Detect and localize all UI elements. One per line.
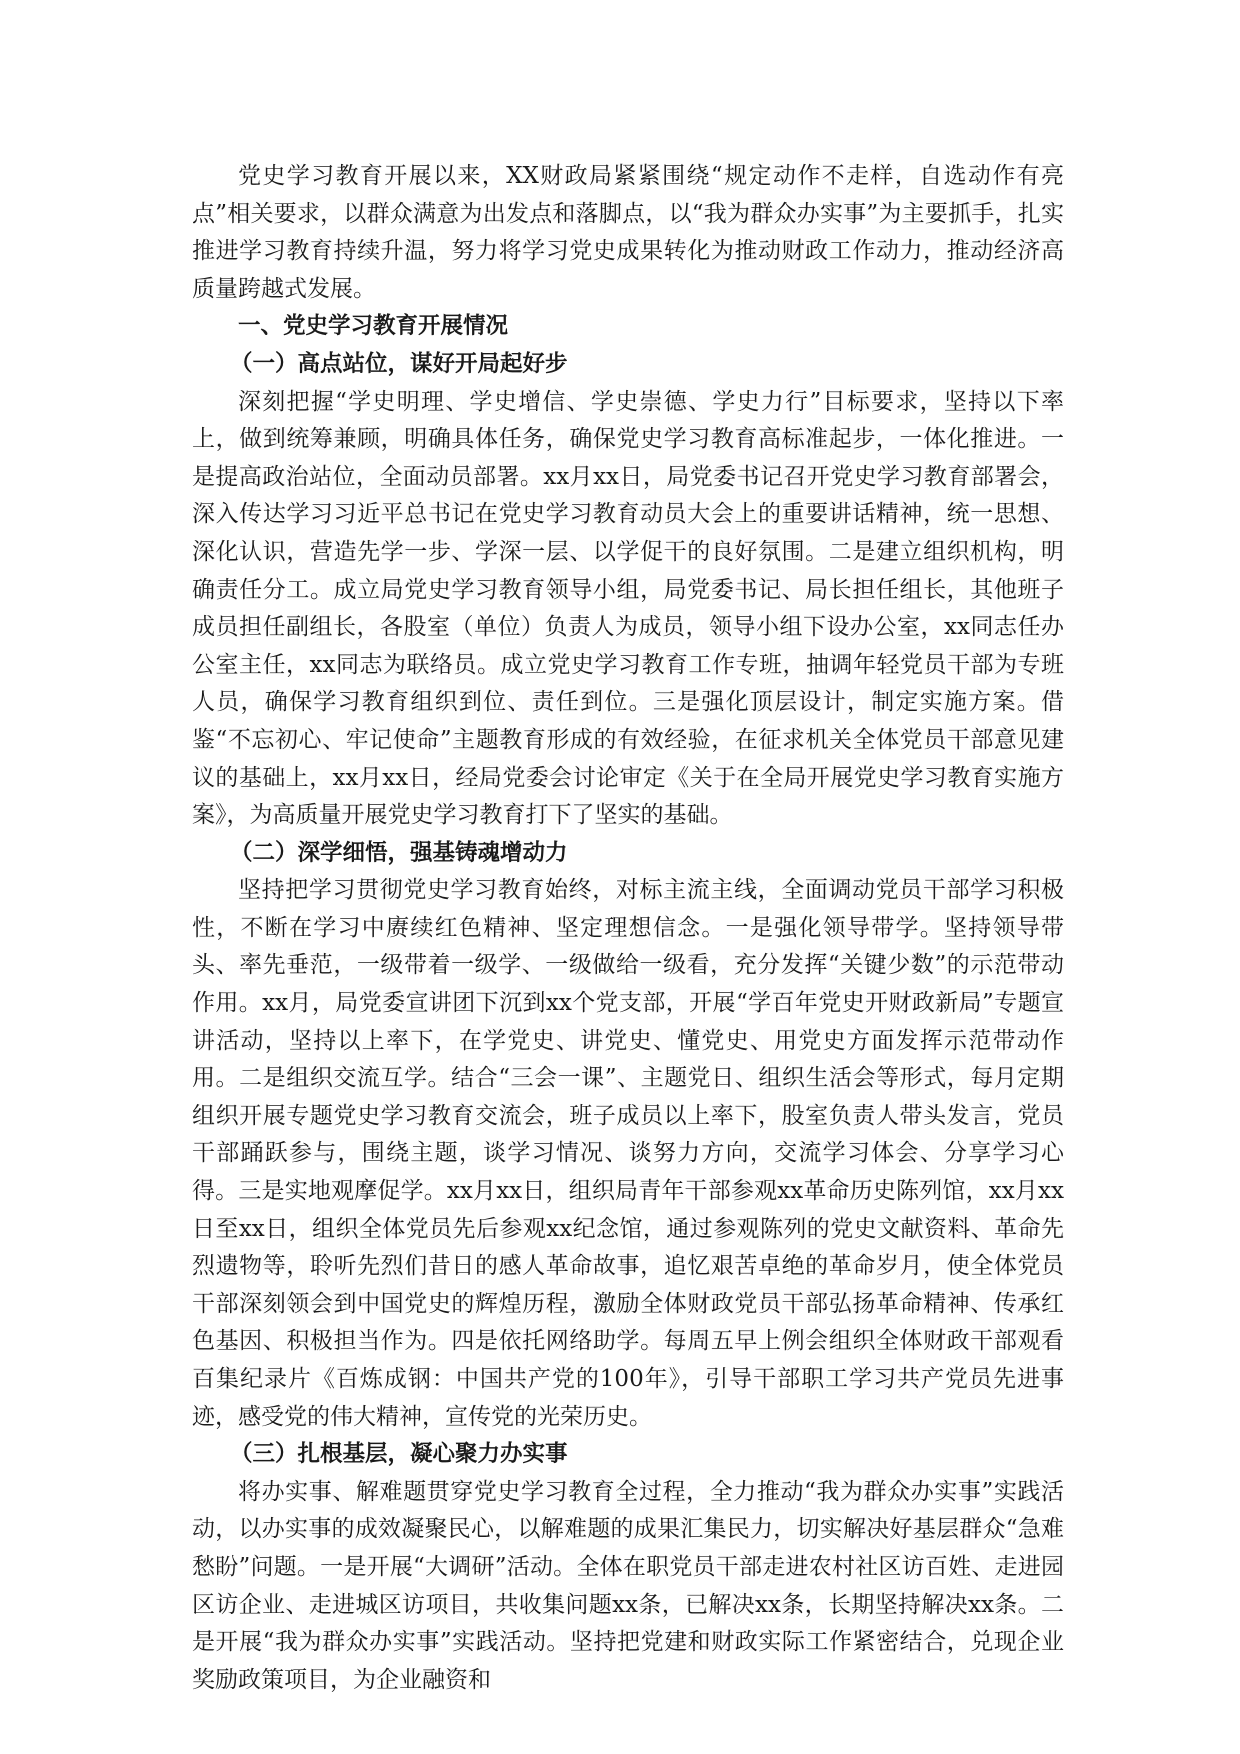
- section-heading-1: 一、党史学习教育开展情况: [238, 313, 509, 340]
- document-page: [192, 158, 1064, 1699]
- intro-paragraph: 党史学习教育开展以来，XX财政局紧紧围绕“规定动作不走样，自选动作有亮点”相关要求，以群众满意为出发点和落脚点，以“我为群众办实事”为主要抓手，扎实推进学习教育持续升温，努力将学习党史成果转化为推动财政工作动力，推动经济高质量跨越式发展。: [192, 163, 1064, 302]
- subsection-body-2: 坚持把学习贯彻党史学习教育始终，对标主流主线，全面调动党员干部学习积极性，不断在学习中赓续红色精神、坚定理想信念。一是强化领导带学。坚持领导带头、率先垂范，一级带着一级学、一级做给一级看，充分发挥“关键少数”的示范带动作用。xx月，局党委宣讲团下沉到xx个党支部，开展“学百年党史开财政新局”专题宣讲活动，坚持以上率下，在学党史、讲党史、懂党史、用党史方面发挥示范带动作用。二是组织交流互学。结合“三会一课”、主题党日、组织生活会等形式，每月定期组织开展专题党史学习教育交流会，班子成员以上率下，股室负责人带头发言，党员干部踊跃参与，围绕主题，谈学习情况、谈努力方向，交流学习体会、分享学习心得。三是实地观摩促学。xx月xx日，组织局青年干部参观xx革命历史陈列馆，xx月xx日至xx日，组织全体党员先后参观xx纪念馆，通过参观陈列的党史文献资料、革命先烈遗物等，聆听先烈们昔日的感人革命故事，追忆艰苦卓绝的革命岁月，使全体党员干部深刻领会到中国党史的辉煌历程，激励全体财政党员干部弘扬革命精神、传承红色基因、积极担当作为。四是依托网络助学。每周五早上例会组织全体财政干部观看百集纪录片《百炼成钢：中国共产党的100年》，引导干部职工学习共产党员先进事迹，感受党的伟大精神，宣传党的光荣历史。: [192, 877, 1064, 1430]
- subsection-body-1: 深刻把握“学史明理、学史增信、学史崇德、学史力行”目标要求，坚持以下率上，做到统筹兼顾，明确具体任务，确保党史学习教育高标准起步，一体化推进。一是提高政治站位，全面动员部署。xx月xx日，局党委书记召开党史学习教育部署会，深入传达学习习近平总书记在党史学习教育动员大会上的重要讲话精神，统一思想、深化认识，营造先学一步、学深一层、以学促干的良好氛围。二是建立组织机构，明确责任分工。成立局党史学习教育领导小组，局党委书记、局长担任组长，其他班子成员担任副组长，各股室（单位）负责人为成员，领导小组下设办公室，xx同志任办公室主任，xx同志为联络员。成立党史学习教育工作专班，抽调年轻党员干部为专班人员，确保学习教育组织到位、责任到位。三是强化顶层设计，制定实施方案。借鉴“不忘初心、牢记使命”主题教育形成的有效经验，在征求机关全体党员干部意见建议的基础上，xx月xx日，经局党委会讨论审定《关于在全局开展党史学习教育实施方案》，为高质量开展党史学习教育打下了坚实的基础。: [192, 388, 1064, 829]
- subsection-heading-1: （一）高点站位，谋好开局起好步: [230, 350, 568, 377]
- subsection-heading-3: （三）扎根基层，凝心聚力办实事: [230, 1441, 568, 1468]
- subsection-heading-2: （二）深学细悟，强基铸魂增动力: [230, 839, 568, 866]
- subsection-body-3: 将办实事、解难题贯穿党史学习教育全过程，全力推动“我为群众办实事”实践活动，以办实事的成效凝聚民心，以解难题的成果汇集民力，切实解决好基层群众“急难愁盼”问题。一是开展“大调研”活动。全体在职党员干部走进农村社区访百姓、走进园区访企业、走进城区访项目，共收集问题xx条，已解决xx条，长期坚持解决xx条。二是开展“我为群众办实事”实践活动。坚持把党建和财政实际工作紧密结合，兑现企业奖励政策项目，为企业融资和: [192, 1478, 1064, 1693]
